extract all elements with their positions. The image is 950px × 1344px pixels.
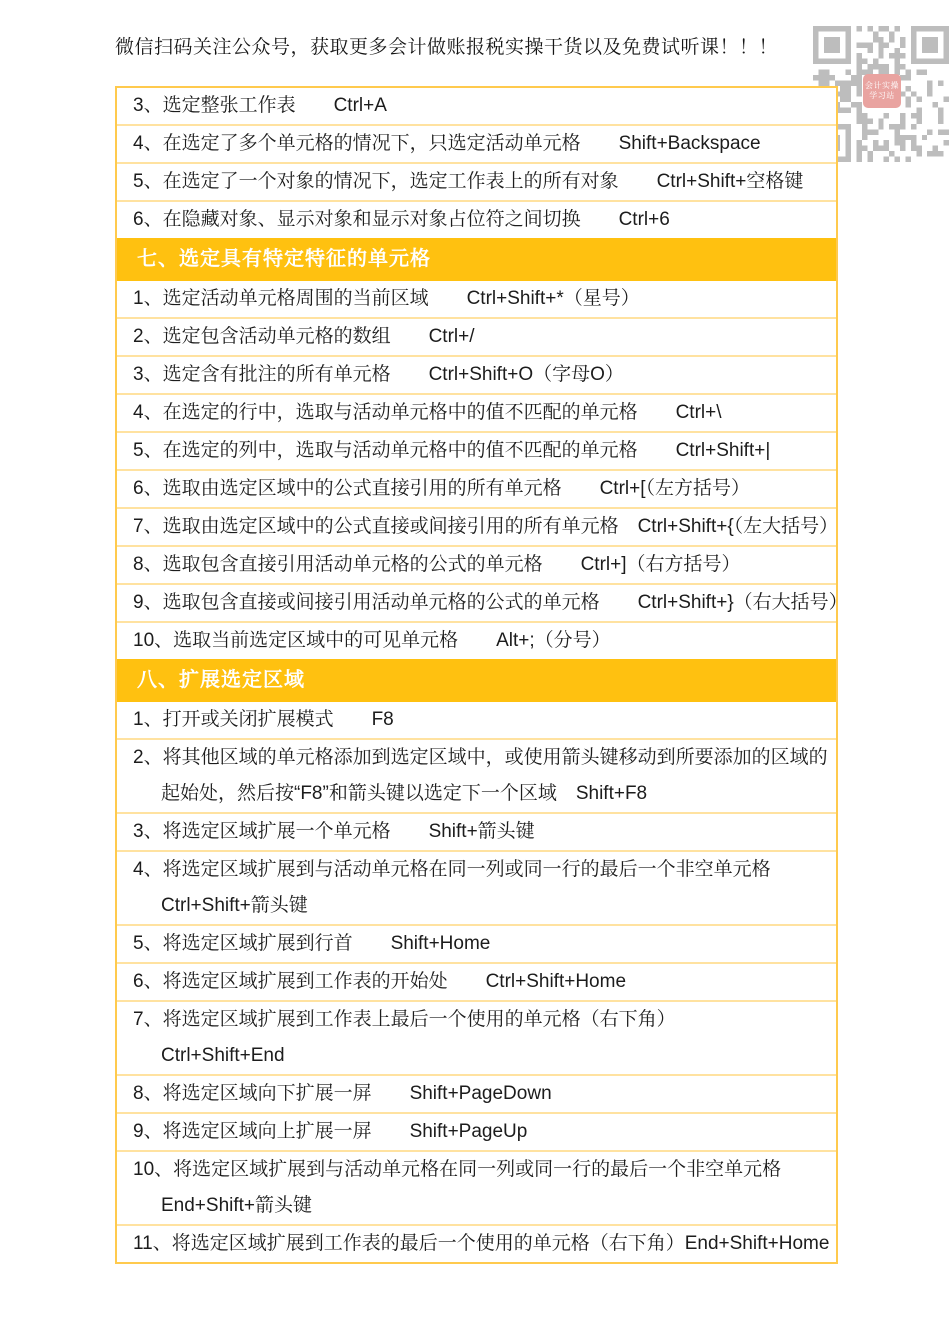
row-line: 10、将选定区域扩展到与活动单元格在同一列或同一行的最后一个非空单元格 xyxy=(133,1159,782,1180)
qr-logo-line1: 会计实操 xyxy=(865,81,899,90)
row-line: 9、选取包含直接或间接引用活动单元格的公式的单元格 Ctrl+Shift+}（右大括号） xyxy=(133,592,848,613)
row-line: Ctrl+Shift+箭头键 xyxy=(161,895,308,916)
table-row xyxy=(117,355,836,393)
row-line: 5、将选定区域扩展到行首 Shift+Home xyxy=(133,933,491,954)
table-row xyxy=(117,200,836,238)
row-line: 6、选取由选定区域中的公式直接引用的所有单元格 Ctrl+[（左方括号） xyxy=(133,478,750,499)
table-row xyxy=(117,88,836,124)
table-row xyxy=(117,317,836,355)
row-line: 4、在选定的行中，选取与活动单元格中的值不匹配的单元格 Ctrl+\ xyxy=(133,402,722,423)
row-line: 3、选定整张工作表 Ctrl+A xyxy=(133,95,387,116)
table-row xyxy=(117,583,848,621)
row-line: 起始处，然后按“F8”和箭头键以选定下一个区域 Shift+F8 xyxy=(161,783,648,804)
table-row xyxy=(117,281,836,317)
row-line: 2、将其他区域的单元格添加到选定区域中，或使用箭头键移动到所要添加的区域的 xyxy=(133,747,828,768)
row-line: 7、选取由选定区域中的公式直接或间接引用的所有单元格 Ctrl+Shift+{（左大括号） xyxy=(133,516,839,537)
table-row xyxy=(117,621,836,659)
row-line: 4、在选定了多个单元格的情况下，只选定活动单元格 Shift+Backspace xyxy=(133,133,761,154)
table-row xyxy=(117,162,836,200)
row-line: 1、选定活动单元格周围的当前区域 Ctrl+Shift+*（星号） xyxy=(133,288,640,309)
table-row xyxy=(117,1000,836,1074)
table-row xyxy=(117,702,836,738)
row-line: 6、将选定区域扩展到工作表的开始处 Ctrl+Shift+Home xyxy=(133,971,627,992)
table-row xyxy=(117,1112,836,1150)
row-line: 10、选取当前选定区域中的可见单元格 Alt+;（分号） xyxy=(133,630,611,651)
table-row xyxy=(117,962,836,1000)
row-line: 8、将选定区域向下扩展一屏 Shift+PageDown xyxy=(133,1083,552,1104)
row-line: Ctrl+Shift+End xyxy=(161,1045,285,1066)
table-row xyxy=(117,850,836,924)
qr-logo-line2: 学习站 xyxy=(869,91,895,100)
wechat-follow-note: 微信扫码关注公众号，获取更多会计做账报税实操干货以及免费试听课！！！ xyxy=(115,37,779,58)
row-line: 6、在隐藏对象、显示对象和显示对象占位符之间切换 Ctrl+6 xyxy=(133,209,670,230)
row-line: End+Shift+箭头键 xyxy=(161,1195,313,1216)
section-header: 七、选定具有特定特征的单元格 xyxy=(117,238,836,281)
row-line: 11、将选定区域扩展到工作表的最后一个使用的单元格（右下角）End+Shift+Home xyxy=(133,1233,830,1254)
table-row xyxy=(117,393,836,431)
table-row xyxy=(117,545,836,583)
table-row xyxy=(117,469,836,507)
row-line: 3、将选定区域扩展一个单元格 Shift+箭头键 xyxy=(133,821,535,842)
table-row xyxy=(117,1150,836,1224)
row-line: 7、将选定区域扩展到工作表上最后一个使用的单元格（右下角） xyxy=(133,1009,676,1030)
row-line: 1、打开或关闭扩展模式 F8 xyxy=(133,709,394,730)
table-row xyxy=(117,507,839,545)
table-row xyxy=(117,812,836,850)
table-row xyxy=(117,124,836,162)
table-row xyxy=(117,738,836,812)
table-row xyxy=(117,1074,836,1112)
row-line: 8、选取包含直接引用活动单元格的公式的单元格 Ctrl+]（右方括号） xyxy=(133,554,741,575)
shortcut-table xyxy=(115,86,848,1264)
row-line: 5、在选定的列中，选取与活动单元格中的值不匹配的单元格 Ctrl+Shift+| xyxy=(133,440,771,461)
row-line: 5、在选定了一个对象的情况下，选定工作表上的所有对象 Ctrl+Shift+空格键 xyxy=(133,171,804,192)
table-row xyxy=(117,1224,836,1262)
row-line: 2、选定包含活动单元格的数组 Ctrl+/ xyxy=(133,326,475,347)
row-line: 9、将选定区域向上扩展一屏 Shift+PageUp xyxy=(133,1121,528,1142)
section-header: 八、扩展选定区域 xyxy=(117,659,836,702)
table-row xyxy=(117,924,836,962)
row-line: 4、将选定区域扩展到与活动单元格在同一列或同一行的最后一个非空单元格 xyxy=(133,859,771,880)
table-row xyxy=(117,431,836,469)
row-line: 3、选定含有批注的所有单元格 Ctrl+Shift+O（字母O） xyxy=(133,364,624,385)
qr-center-logo xyxy=(863,74,901,108)
